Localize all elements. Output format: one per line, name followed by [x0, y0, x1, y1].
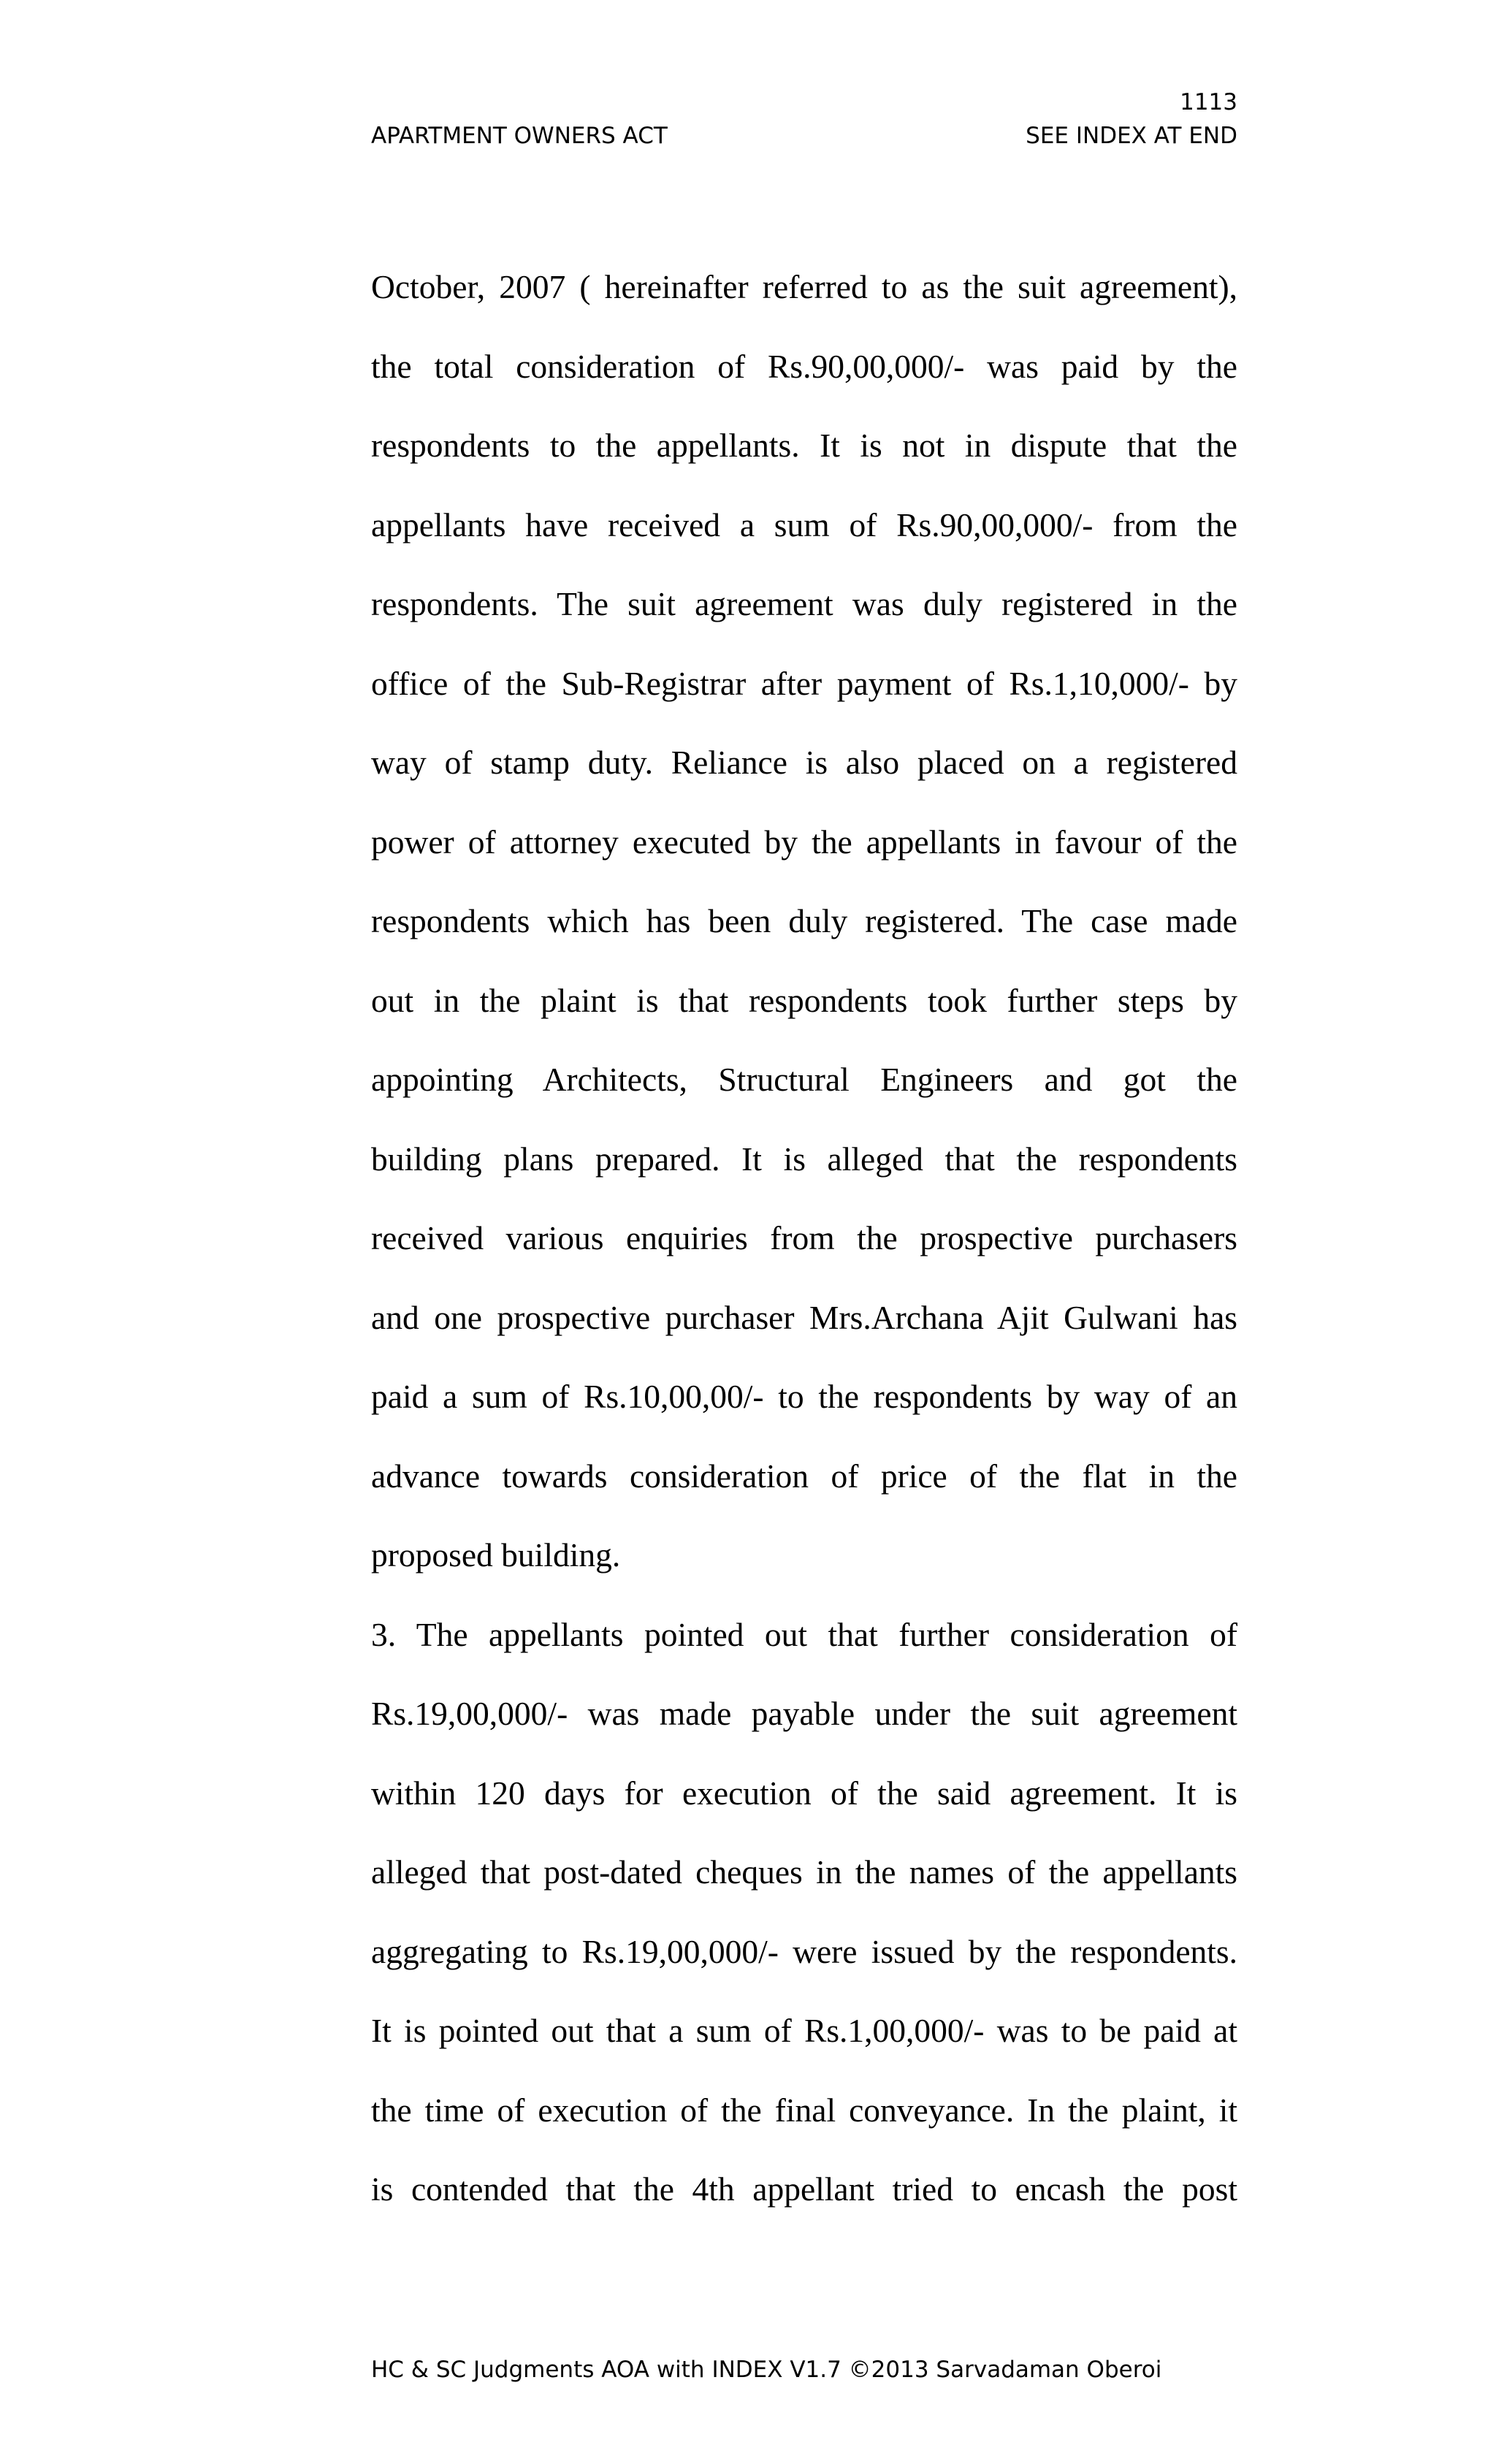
text-line: and one prospective purchaser Mrs.Archana Ajit Gulwani has	[371, 1298, 1237, 1336]
text-line: out in the plaint is that respondents took further steps by	[371, 981, 1237, 1019]
text-line: proposed building.	[371, 1536, 621, 1574]
body-text	[371, 262, 1237, 2243]
text-line: It is pointed out that a sum of Rs.1,00,000/- was to be paid at	[371, 2012, 1237, 2049]
text-line: 3. The appellants pointed out that further consideration of	[371, 1615, 1237, 1653]
text-line: power of attorney executed by the appellants in favour of the	[371, 823, 1237, 861]
text-line: office of the Sub-Registrar after payment of Rs.1,10,000/- by	[371, 664, 1237, 702]
text-line: respondents to the appellants. It is not in dispute that the	[371, 427, 1237, 464]
running-header	[371, 121, 1237, 150]
text-line: the time of execution of the final conveyance. In the plaint, it	[371, 2091, 1237, 2129]
footer-copyright: HC & SC Judgments AOA with INDEX V1.7 ©2013 Sarvadaman Oberoi	[371, 2357, 1162, 2383]
text-line: way of stamp duty. Reliance is also placed on a registered	[371, 744, 1237, 781]
text-line: received various enquiries from the prospective purchasers	[371, 1219, 1237, 1256]
text-line: building plans prepared. It is alleged that the respondents	[371, 1140, 1237, 1178]
text-line: paid a sum of Rs.10,00,00/- to the respondents by way of an	[371, 1378, 1237, 1415]
page-number: 1113	[1180, 89, 1237, 115]
text-line: advance towards consideration of price of the flat in the	[371, 1457, 1237, 1495]
text-line: Rs.19,00,000/- was made payable under the suit agreement	[371, 1695, 1237, 1732]
text-line: alleged that post-dated cheques in the names of the appellants	[371, 1853, 1237, 1891]
text-line: the total consideration of Rs.90,00,000/- was paid by the	[371, 347, 1237, 385]
text-line: October, 2007 ( hereinafter referred to as the suit agreement),	[371, 268, 1237, 305]
text-line: appointing Architects, Structural Engineers and got the	[371, 1061, 1237, 1098]
text-line: respondents. The suit agreement was duly registered in the	[371, 585, 1237, 622]
text-line: respondents which has been duly registered. The case made	[371, 902, 1237, 939]
header-index-note: SEE INDEX AT END	[1026, 123, 1237, 149]
text-line: within 120 days for execution of the said agreement. It is	[371, 1774, 1237, 1812]
text-line: is contended that the 4th appellant tried to encash the post	[371, 2170, 1237, 2208]
text-line: appellants have received a sum of Rs.90,00,000/- from the	[371, 506, 1237, 543]
text-line: aggregating to Rs.19,00,000/- were issued by the respondents.	[371, 1932, 1237, 1970]
header-title: APARTMENT OWNERS ACT	[371, 123, 668, 149]
